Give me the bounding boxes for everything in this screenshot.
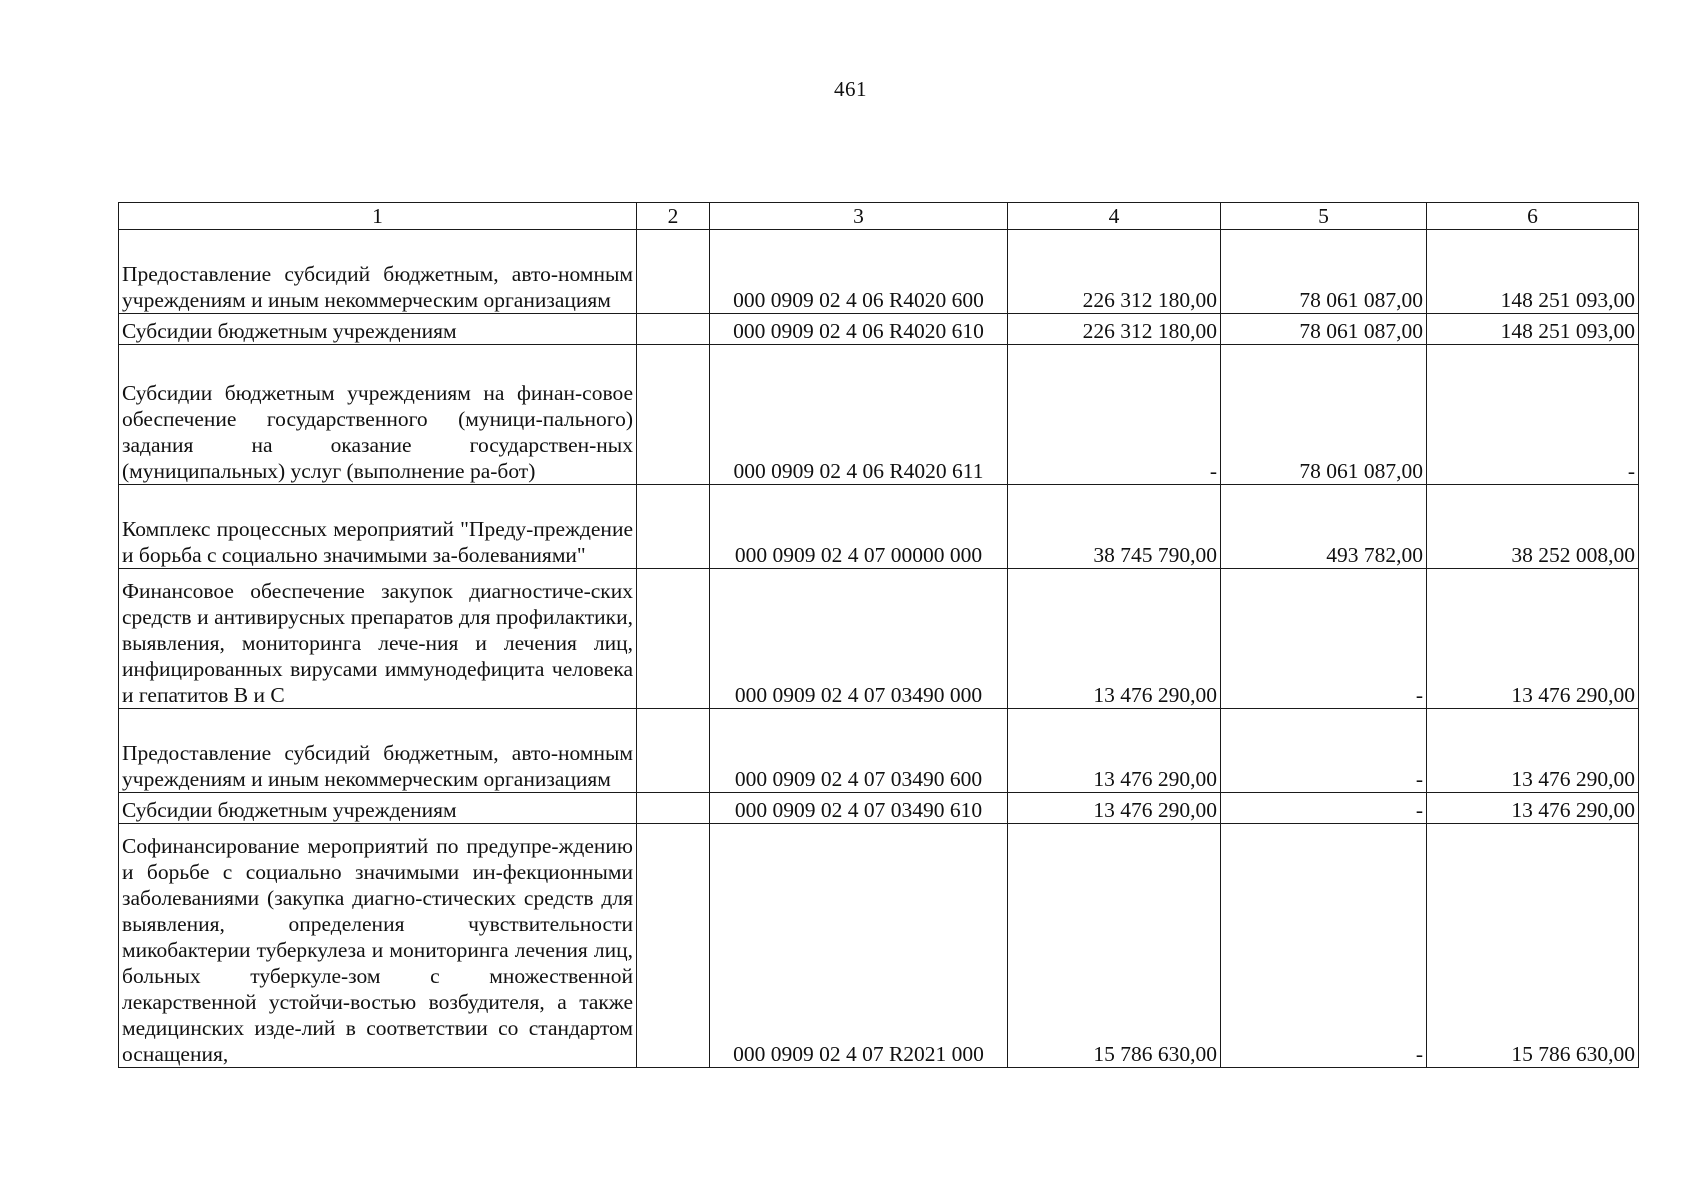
table-row [119,569,1639,709]
table-row [119,345,1639,485]
table-row [119,824,1639,1068]
header-col-6: 6 [1427,203,1639,230]
row-value-4: 13 476 290,00 [1008,793,1221,824]
row-value-5: - [1221,793,1427,824]
row-value-6: 13 476 290,00 [1427,709,1639,793]
header-col-2: 2 [637,203,710,230]
row-name: Субсидии бюджетным учреждениям [119,793,637,824]
row-col2 [637,485,710,569]
row-code: 000 0909 02 4 06 R4020 610 [710,314,1008,345]
row-name: Комплекс процессных мероприятий "Преду-преждение и борьба с социально значимыми за-болеваниями" [119,485,637,569]
row-code: 000 0909 02 4 07 03490 610 [710,793,1008,824]
row-code: 000 0909 02 4 07 03490 600 [710,709,1008,793]
table-row [119,314,1639,345]
table-row [119,793,1639,824]
row-value-5: 78 061 087,00 [1221,314,1427,345]
header-col-3: 3 [710,203,1008,230]
row-col2 [637,569,710,709]
row-value-4: 15 786 630,00 [1008,824,1221,1068]
table-row [119,485,1639,569]
row-name: Субсидии бюджетным учреждениям на финан-совое обеспечение государственного (муници-пального) задания на оказание государствен-ных (муниципальных) услуг (выполнение ра-бот) [119,345,637,485]
row-value-5: - [1221,824,1427,1068]
row-name: Предоставление субсидий бюджетным, авто-номным учреждениям и иным некоммерческим организациям [119,709,637,793]
row-value-6: 15 786 630,00 [1427,824,1639,1068]
row-value-5: 78 061 087,00 [1221,230,1427,314]
row-col2 [637,793,710,824]
row-col2 [637,345,710,485]
row-name: Предоставление субсидий бюджетным, авто-номным учреждениям и иным некоммерческим организациям [119,230,637,314]
row-col2 [637,230,710,314]
row-value-6: 38 252 008,00 [1427,485,1639,569]
row-code: 000 0909 02 4 07 R2021 000 [710,824,1008,1068]
row-value-6: - [1427,345,1639,485]
row-value-6: 148 251 093,00 [1427,230,1639,314]
row-value-4: - [1008,345,1221,485]
row-value-5: 78 061 087,00 [1221,345,1427,485]
row-code: 000 0909 02 4 07 03490 000 [710,569,1008,709]
row-col2 [637,824,710,1068]
table-row [119,709,1639,793]
row-value-4: 13 476 290,00 [1008,569,1221,709]
row-col2 [637,709,710,793]
table-row [119,230,1639,314]
row-value-6: 13 476 290,00 [1427,569,1639,709]
row-col2 [637,314,710,345]
row-code: 000 0909 02 4 06 R4020 600 [710,230,1008,314]
budget-table [118,202,1639,1068]
header-row [119,203,1639,230]
header-col-1: 1 [119,203,637,230]
row-name: Субсидии бюджетным учреждениям [119,314,637,345]
row-value-4: 13 476 290,00 [1008,709,1221,793]
row-code: 000 0909 02 4 07 00000 000 [710,485,1008,569]
row-code: 000 0909 02 4 06 R4020 611 [710,345,1008,485]
row-value-4: 38 745 790,00 [1008,485,1221,569]
row-value-6: 13 476 290,00 [1427,793,1639,824]
row-name: Финансовое обеспечение закупок диагностиче-ских средств и антивирусных препаратов для профилактики, выявления, мониторинга лече-ния и лечения лиц, инфицированных вирусами иммунодефицита человека и гепатитов В и С [119,569,637,709]
row-value-5: - [1221,709,1427,793]
header-col-5: 5 [1221,203,1427,230]
row-value-6: 148 251 093,00 [1427,314,1639,345]
row-value-4: 226 312 180,00 [1008,314,1221,345]
row-value-5: 493 782,00 [1221,485,1427,569]
row-value-4: 226 312 180,00 [1008,230,1221,314]
row-value-5: - [1221,569,1427,709]
row-name: Софинансирование мероприятий по предупре-ждению и борьбе с социально значимыми ин-фекционными заболеваниями (закупка диагно-стических средств для выявления, определения чувствительности микобактерии туберкулеза и мониторинга лечения лиц, больных туберкуле-зом с множественной лекарственной устойчи-востью возбудителя, а также медицинских изде-лий в соответствии со стандартом оснащения, [119,824,637,1068]
page-number: 461 [834,77,867,101]
header-col-4: 4 [1008,203,1221,230]
